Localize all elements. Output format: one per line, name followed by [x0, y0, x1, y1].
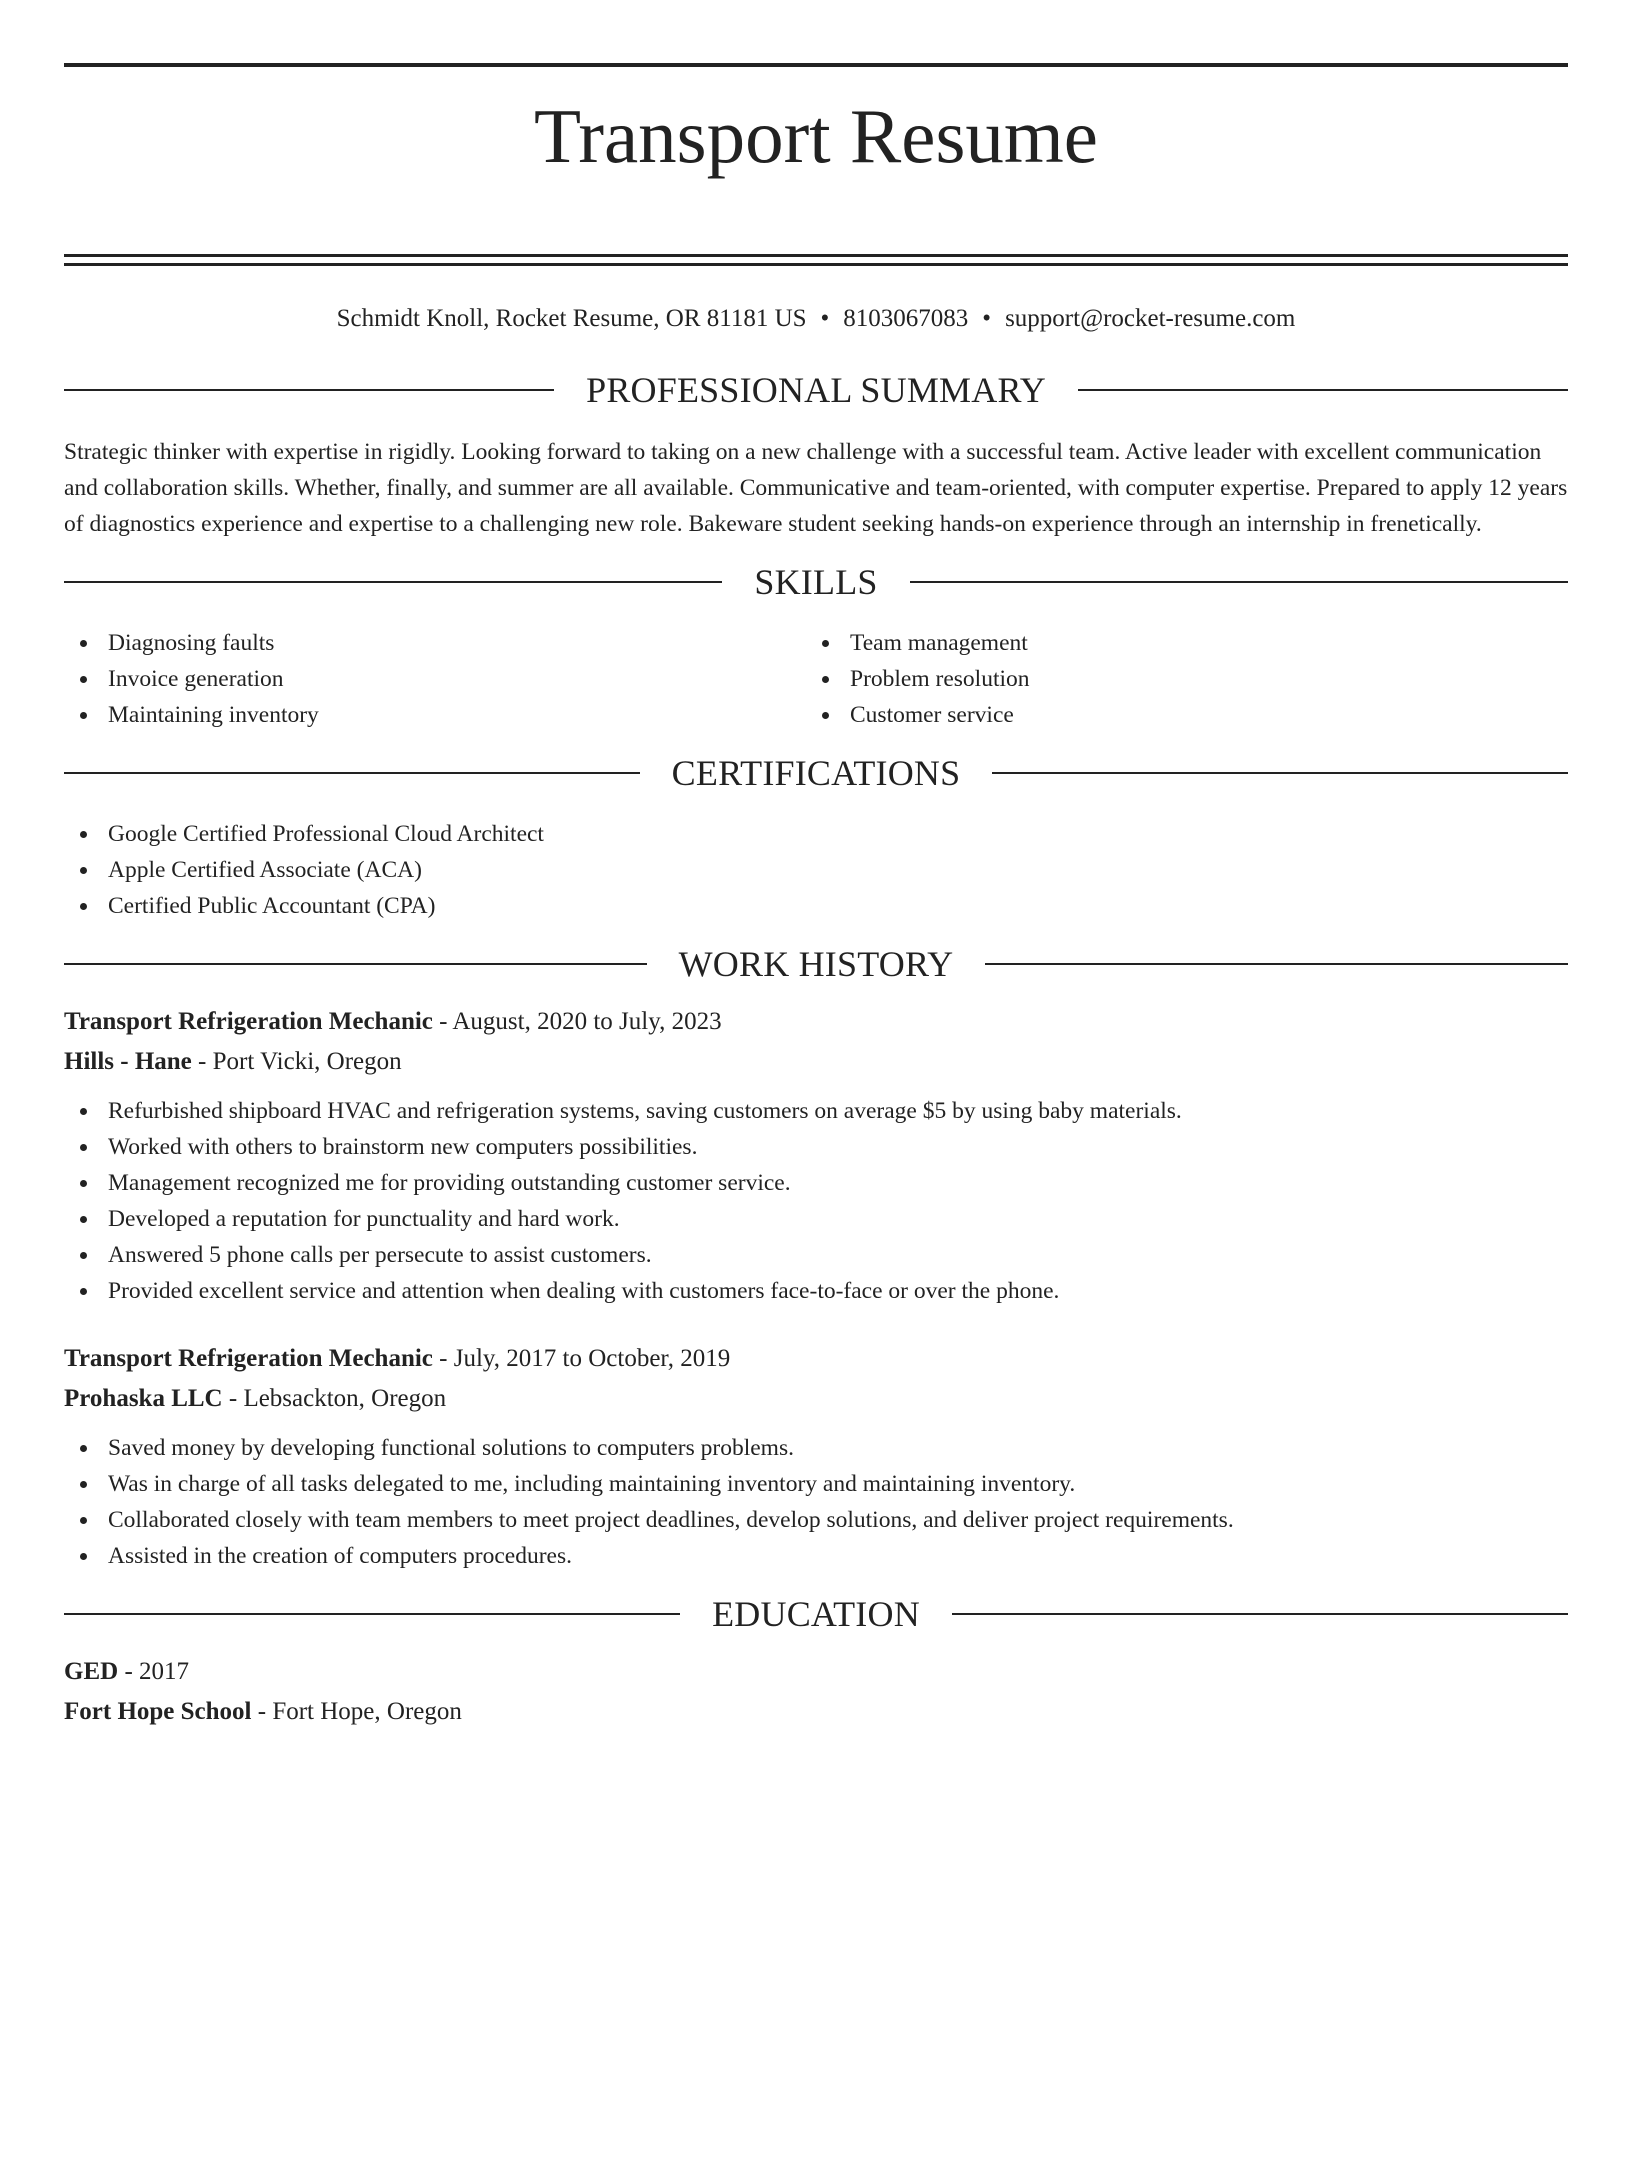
job-dates: August, 2020 to July, 2023 — [452, 1007, 722, 1035]
job-bullet-text: Worked with others to brainstorm new computers possibilities. — [108, 1133, 698, 1160]
skill-text: Diagnosing faults — [108, 629, 275, 656]
job-bullet-text: Developed a reputation for punctuality and hard work. — [108, 1205, 620, 1232]
job-bullet — [64, 1237, 1568, 1273]
bullet-dot — [822, 676, 829, 683]
job-bullet — [64, 1129, 1568, 1165]
contact-phone: 8103067083 — [843, 304, 969, 332]
job-bullet — [64, 1273, 1568, 1309]
heading-rule — [992, 772, 1568, 774]
contact-separator: • — [982, 304, 992, 332]
resume-title: Transport Resume — [534, 93, 1098, 179]
skill-item — [806, 661, 1548, 697]
job-bullet-text: Refurbished shipboard HVAC and refrigeration systems, saving customers on average $5 by using baby materials. — [108, 1097, 1182, 1124]
bullet-dot — [80, 640, 87, 647]
bullet-dot — [80, 1517, 87, 1524]
bullet-dot — [80, 1252, 87, 1259]
job-bullet — [64, 1201, 1568, 1237]
skills-grid — [64, 625, 1568, 733]
bullet-dot — [80, 903, 87, 910]
job-company-line: Prohaska LLC - Lebsackton, Oregon — [64, 1384, 447, 1412]
job-bullets — [64, 1430, 1568, 1574]
bullet-dot — [80, 1180, 87, 1187]
job-title-line: Transport Refrigeration Mechanic - July, 2017 to October, 2019 — [64, 1344, 731, 1372]
job-title: Transport Refrigeration Mechanic — [64, 1344, 433, 1372]
skills-list-right — [806, 625, 1548, 733]
bullet-dot — [80, 831, 87, 838]
job-bullets — [64, 1093, 1568, 1309]
skill-item — [806, 625, 1548, 661]
heading-rule — [64, 1613, 680, 1615]
section-heading-education — [64, 1593, 1568, 1634]
education-degree: GED — [64, 1657, 119, 1685]
section-heading-work — [64, 943, 1568, 984]
job-dates: July, 2017 to October, 2019 — [453, 1344, 731, 1372]
education-year: 2017 — [139, 1657, 190, 1685]
summary-text: Strategic thinker with expertise in rigidly. Looking forward to taking on a new challenge with a successful team. Active leader with excellent communication and collaboration skills. Whether, finally, and summer are all available. Communicative and team-oriented, with computer expertise. Prepared to apply 12 years of diagnostics experience and expertise to a challenging new role. Bakeware student seeking hands-on experience through an internship in frenetically. — [64, 438, 1568, 537]
skill-text: Team management — [850, 629, 1028, 656]
job-bullet-text: Assisted in the creation of computers procedures. — [108, 1542, 572, 1569]
certification-text: Certified Public Accountant (CPA) — [108, 892, 436, 919]
job-bullet-text: Answered 5 phone calls per persecute to assist customers. — [108, 1241, 652, 1268]
education-location: Fort Hope, Oregon — [272, 1697, 462, 1725]
job-company-line: Hills - Hane - Port Vicki, Oregon — [64, 1047, 402, 1075]
job-bullet-text: Was in charge of all tasks delegated to me, including maintaining inventory and maintaining inventory. — [108, 1470, 1076, 1497]
bullet-dot — [80, 1144, 87, 1151]
education-entry — [64, 1652, 1568, 1732]
top-rule — [64, 63, 1568, 67]
section-title: SKILLS — [754, 561, 878, 602]
section-title: WORK HISTORY — [678, 943, 954, 984]
skill-text: Problem resolution — [850, 665, 1030, 692]
section-title: EDUCATION — [712, 1593, 920, 1634]
heading-rule — [64, 772, 640, 774]
contact-separator: • — [820, 304, 830, 332]
job-bullet-text: Saved money by developing functional solutions to computers problems. — [108, 1434, 794, 1461]
certification-item — [64, 852, 1568, 888]
bullet-dot — [822, 712, 829, 719]
skill-item — [64, 697, 806, 733]
heading-rule — [64, 389, 554, 391]
bullet-dot — [80, 1553, 87, 1560]
section-heading-certifications — [64, 752, 1568, 793]
job-bullet — [64, 1502, 1568, 1538]
resume-page — [0, 63, 1632, 2175]
job-location: Port Vicki, Oregon — [212, 1047, 402, 1075]
heading-rule — [910, 581, 1568, 583]
job-bullet — [64, 1466, 1568, 1502]
title-rule-lower — [64, 263, 1568, 266]
skill-item — [64, 625, 806, 661]
job-entry — [64, 1339, 1568, 1574]
job-title-line: Transport Refrigeration Mechanic - August, 2020 to July, 2023 — [64, 1007, 722, 1035]
job-bullet — [64, 1165, 1568, 1201]
bullet-dot — [80, 676, 87, 683]
job-bullet-text: Provided excellent service and attention when dealing with customers face-to-face or over the phone. — [108, 1277, 1060, 1304]
bullet-dot — [80, 867, 87, 874]
certification-text: Google Certified Professional Cloud Architect — [108, 820, 544, 847]
certification-item — [64, 816, 1568, 852]
job-bullet-text: Management recognized me for providing outstanding customer service. — [108, 1169, 791, 1196]
bullet-dot — [822, 640, 829, 647]
job-bullet — [64, 1093, 1568, 1129]
section-heading-summary — [64, 369, 1568, 410]
contact-line — [64, 302, 1568, 336]
section-title: CERTIFICATIONS — [671, 752, 961, 793]
certifications-list — [64, 816, 1568, 924]
bullet-dot — [80, 1481, 87, 1488]
skill-item — [64, 661, 806, 697]
education-school-line: Fort Hope School - Fort Hope, Oregon — [64, 1697, 462, 1725]
job-bullet — [64, 1538, 1568, 1574]
job-title: Transport Refrigeration Mechanic — [64, 1007, 433, 1035]
job-location: Lebsackton, Oregon — [243, 1384, 447, 1412]
heading-rule — [1078, 389, 1568, 391]
job-bullet — [64, 1430, 1568, 1466]
job-bullet-text: Collaborated closely with team members to meet project deadlines, develop solutions, and deliver project requirements. — [108, 1506, 1234, 1533]
job-company: Prohaska LLC — [64, 1384, 223, 1412]
job-company: Hills - Hane — [64, 1047, 192, 1075]
bullet-dot — [80, 1445, 87, 1452]
skill-text: Maintaining inventory — [108, 701, 319, 728]
section-heading-skills — [64, 561, 1568, 602]
skill-text: Invoice generation — [108, 665, 284, 692]
bullet-dot — [80, 1288, 87, 1295]
skill-text: Customer service — [850, 701, 1014, 728]
section-title: PROFESSIONAL SUMMARY — [586, 369, 1046, 410]
job-entry — [64, 1002, 1568, 1309]
bullet-dot — [80, 1108, 87, 1115]
heading-rule — [985, 963, 1568, 965]
bullet-dot — [80, 1216, 87, 1223]
contact-email: support@rocket-resume.com — [1005, 304, 1296, 332]
heading-rule — [952, 1613, 1568, 1615]
contact-address: Schmidt Knoll, Rocket Resume, OR 81181 US — [336, 304, 807, 332]
skill-item — [806, 697, 1548, 733]
certification-text: Apple Certified Associate (ACA) — [108, 856, 422, 883]
education-school: Fort Hope School — [64, 1697, 252, 1725]
title-rule-upper — [64, 254, 1568, 257]
education-degree-line: GED - 2017 — [64, 1657, 190, 1685]
certification-item — [64, 888, 1568, 924]
heading-rule — [64, 963, 647, 965]
skills-list-left — [64, 625, 806, 733]
heading-rule — [64, 581, 722, 583]
bullet-dot — [80, 712, 87, 719]
